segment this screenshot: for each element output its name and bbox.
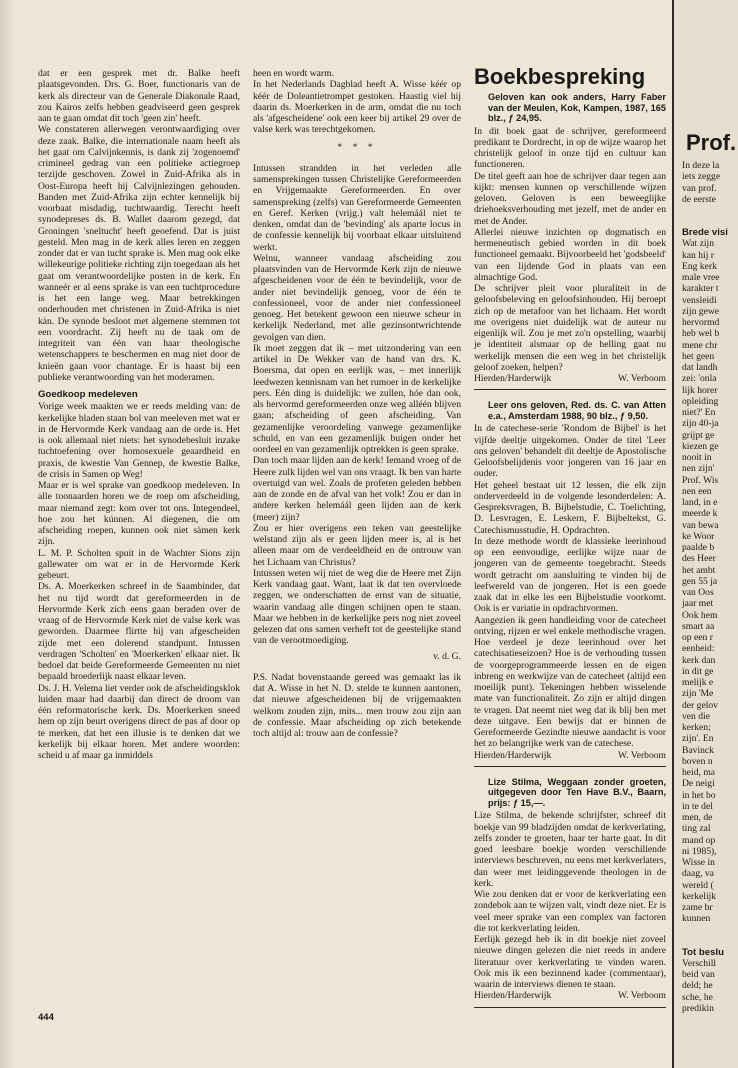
adjacent-page-line: De neigi [682, 778, 715, 790]
adjacent-page-line: heb wel b [682, 328, 720, 340]
author-signature: v. d. G. [433, 650, 461, 662]
review-heading: Lize Stilma, Weggaan zonder groeten, uitgegeven door Ten Have B.V., Baarn, prijs: ƒ 15,—. [488, 776, 666, 808]
adjacent-page-line: eenheid: [682, 643, 715, 655]
adjacent-page-line: Prof. Wis [682, 474, 719, 486]
reviewer-line [474, 750, 666, 761]
divider [474, 389, 666, 390]
adjacent-page-line: gen 55 ja [682, 575, 718, 587]
adjacent-page-line: karakter t [682, 283, 719, 295]
adjacent-page [672, 0, 738, 1068]
paragraph: Ik moet zeggen dat ik – met uitzondering van een artikel in De Wekker van de hand van drs. K. Boersma, dat open en eerlijk was, – met innerlijk leedwezen kennisnam van het rumoer in de kerkelijke pers. Eén ding is duidelijk: we zullen, hóe dan ook, als hervormd gereformeerden onze weg alléén blijven gaan; afscheiding of geen afscheiding. Van gezamenlijke veroordeling vanwege gezamenlijke schuld, en van een gezamenlijk buigen onder het oordeel en van gezamenlijk optrekken is geen sprake. [253, 342, 461, 455]
page-number: 444 [38, 1012, 54, 1023]
paragraph: In deze methode wordt de klassieke leerinhoud op een eenvoudige, eerlijke wijze naar de jongeren van de gemeente toegebracht. Steeds wordt getracht om aansluiting te vinden bij de leefwereld van de jongeren. Het is een goede zaak dat in elke les een Bijbelstudie voorkomt. Ook is er variatie in opdrachtvormen. [474, 535, 666, 615]
adjacent-page-line: Brede visi [682, 227, 728, 238]
adjacent-page-line: zijn 'Me [682, 688, 714, 700]
paragraph: Intussen weten wij niet de weg die de Heere met Zijn Kerk vandaag gaat. Want, laat ik dat ten overvloede zeggen, we onderschatten de ernst van de situatie, waarin vandaag alle dingen schijnen open te staan. Maar we hebben in de kerkelijke pers nog niet zoveel gelezen dat ons samen verheft tot de geestelijke stand van de verootmoediging. [253, 567, 461, 647]
adjacent-page-line: wereld ( [682, 879, 714, 891]
adjacent-page-line: van prof. [682, 182, 717, 194]
paragraph: Het geheel bestaat uit 12 lessen, die elk zijn onderverdeeld in de volgende lesonderdelen: A. Gespreksvragen, B. Bijbelstudie, C. Toelichting, D. Lesvragen, E. Leskern, F. Bijbeltekst, G. Catechismusstudie, H. Opdrachten. [474, 479, 666, 536]
adjacent-page-line: meerde k [682, 508, 718, 520]
adjacent-page-line: mene chr [682, 339, 718, 351]
paragraph: Vorige week maakten we er reeds melding van: de kerkelijke bladen staan bol van meeleven met wat er in de Hervormde Kerk vandaag aan de orde is. Het is ook allemaal niet niets: het synodebesluit inzake tuchtoefening over homosexuele geaardheid en praxis, de kwestie Van Gennep, de kwestie Balke, de crisis in Samen op Weg! [38, 401, 240, 480]
paragraph: L. M. P. Scholten spuit in de Wachter Sions zijn gallewater om wat er in de Hervormde Kerk gebeurt. [38, 547, 240, 581]
paragraph: Wie zou denken dat er voor de kerkverlating een zondebok aan te wijzen valt, vindt deze niet. Er is veel meer sprake van een complex van factoren die tot kerkverlating leiden. [474, 889, 666, 934]
reviewer-name: W. Verboom [618, 373, 666, 384]
adjacent-page-line: van Oos [682, 587, 714, 598]
adjacent-page-line: kerk dan [682, 654, 716, 666]
adjacent-page-line: mand op [682, 834, 716, 846]
adjacent-page-line: opleiding [682, 395, 719, 407]
paragraph: Welnu, wanneer vandaag afscheiding zou plaatsvinden van de Hervormde Kerk zijn de nieuwe afgescheidenen voor de één te bevindelijk, voor de ander niet bevindelijk genoeg, voor de één te confessioneel, voor de ander niet confessioneel genoeg. Het betekent gewoon een nieuwe scheur in kerkelijk Nederland, met alle gezinsontwrichtende gevolgen van dien. [253, 252, 461, 343]
reviewer-place: Hierden/Harderwijk [474, 373, 552, 384]
reviewer-line [474, 373, 666, 384]
paragraph: dat er een gesprek met dr. Balke heeft plaatsgevonden. Drs. G. Boer, functionaris van de kerk als directeur van de Generale Diakonale Raad, zou Kairos zelfs hebben geadviseerd geen gesprek aan te gaan omdat dit toch 'geen zin' heeft. [38, 68, 240, 124]
paragraph: De schrijver pleit voor pluraliteit in de geloofsbeleving en geloofsinhouden. Hij beroept zich op de metafoor van het lichaam. Het wordt me overigens niet duidelijk wat de auteur nu eigenlijk wil. Zou je met zo'n opstelling, waarbij je identiteit alsmaar op de helling gaat nu werkelijk mensen die een weg in het christelijk geloof zoeken, helpen? [474, 283, 666, 373]
adjacent-page-line: Bavinck [682, 744, 714, 756]
adjacent-page-line: daag, va [682, 868, 714, 880]
paragraph: In dit boek gaat de schrijver, gereformeerd predikant te Dordrecht, in op de wijze waarop het christelijk geloof in onze tijd en cultuur kan functioneren. [474, 125, 666, 171]
review-column [474, 92, 666, 1018]
divider [474, 1007, 666, 1008]
adjacent-page-text [682, 160, 738, 1014]
postscript: P.S. Nadat bovenstaande gereed was gemaakt las ik dat A. Wisse in het N. D. stelde te kunnen aantonen, dat nieuwe afgescheidenen bij de vrijgemaakten welkom zouden zijn, mits... men trouw zou zijn aan de confessie. Maar afscheiding op zich betekende toch altijd al: trouw aan de confessie? [253, 671, 461, 739]
adjacent-page-line: In deze la [682, 160, 720, 171]
review-heading: Geloven kan ook anders, Harry Faber van der Meulen, Kok, Kampen, 1987, 165 blz., ƒ 24,95. [488, 92, 666, 123]
adjacent-page-line: paalde b [682, 542, 715, 553]
adjacent-page-line: boven n [682, 755, 713, 767]
adjacent-page-line: van bewa [682, 519, 719, 531]
adjacent-page-line: iets zegge [682, 171, 721, 183]
adjacent-page-line: ting zal [682, 823, 711, 835]
adjacent-page-line: heid, ma [682, 767, 716, 778]
reviewer-name: W. Verboom [618, 990, 666, 1002]
paragraph: Dan toch maar lijden aan de kerk! Iemand vroeg of de Heere zulk lijden wel van ons vraagt. Ik ben van harte overtuigd van wel. Zoals de profeten geleden hebben aan de zonde en de afval van het volk! Zou er dan in andere kerken helemáál geen lijden aan de kerk (meer) zijn? [253, 455, 461, 523]
adjacent-page-line: zame br [682, 902, 713, 913]
adjacent-page-line: in het bo [682, 789, 716, 801]
adjacent-page-line: Wisse in [682, 857, 715, 868]
adjacent-page-line: deld; he [682, 980, 713, 992]
adjacent-page-line: kerken; [682, 722, 711, 733]
paragraph: Zou er hier overigens een teken van geestelijke welstand zijn als er geen lijden meer is, al is het alleen maar om de verdeeldheid en de ontrouw van het Lichaam van Christus? [253, 522, 461, 568]
paragraph: Eerlijk gezegd heb ik in dit boekje niet zoveel nieuwe dingen gelezen die niet reeds in andere literatuur over kerkverlating te vinden waren. Ook mis ik een bezinnend kader (commentaar), waarin de interviews dienen te staan. [474, 934, 666, 990]
paragraph: In het Nederlands Dagblad heeft A. Wisse kéér op kéér de Doleantietrompet gestoken. Haastig viel hij daarin ds. Moerkerken in de arm, omdat die nu toch als 'afgescheidene' ook een keer bij artikel 29 over de valse kerk was terechtgekomen. [253, 79, 461, 136]
adjacent-page-line: smart aa [682, 620, 715, 632]
adjacent-page-line: niet?' En [682, 407, 716, 418]
reviewer-place: Hierden/Harderwijk [474, 749, 552, 761]
adjacent-page-line: Wat zijn [682, 238, 714, 250]
adjacent-page-line: Ook hem [682, 609, 718, 621]
adjacent-page-line: zijn 40-ja [682, 418, 719, 430]
paragraph: Intussen strandden in het verleden alle samensprekingen tussen Christelijke Gereformeerden en Vrijgemaakte Gereformeerden. En over samenspreking (zelfs) van Gereformeerde Gemeenten en Geref. Kerken (vrijg.) valt helemáál niet te denken, omdat dan de 'bevinding' als aparte locus in de confessie kennelijk bij voorbaat elkaar uitsluitend werkt. [253, 162, 461, 253]
adjacent-page-line: beid van [682, 969, 715, 980]
middle-column [253, 68, 461, 739]
reviewer-name: W. Verboom [618, 749, 666, 761]
adjacent-page-line: melijk e [682, 677, 714, 688]
paragraph: Ds. A. Moerkerken schreef in de Saambinder, dat het nu tijd wordt dat gereformeerden in de Hervormde Kerk zich eens gaan beraden over de vraag of de Hervormde Kerk niet de valse kerk was geworden. Daarmee flirtte hij van afgescheiden zijde met een dolerend standpunt. Intussen verdragen 'Scholten' en 'Moerkerken' elkaar niet. Ik bedoel dat beide Gereformeerde Gemeenten nu niet bepaald broederlijk naast elkaar leven. [38, 581, 240, 683]
paragraph: Ds. J. H. Velema liet verder ook de afscheidingsklok luiden maar had daarbij dan direct de droom van één reformatorische kerk. Ds. Moerkerken sneed hem op zijn beurt overigens direct de pas af door op te merken, dat het een illusie is te denken dat we kerkelijk bij elkaar horen. Met andere woorden: scheid u af maar ga inmiddels [38, 682, 240, 761]
reviewer-place: Hierden/Harderwijk [474, 990, 552, 1002]
adjacent-page-line: dat landh [682, 362, 718, 373]
adjacent-page-line: ni 1985), [682, 845, 717, 857]
adjacent-page-line [682, 205, 738, 227]
paragraph: Aangezien ik geen handleiding voor de catecheet ontving, rijzen er wel enkele methodische vragen. Hoe verdeel je deze leerinhoud over het catechisatieseizoen? Hoe is de verhouding tussen de voorgeprogrammeerde lessen en de eigen inbreng en werkwijze van de catecheet (altijd een moeilijk punt). Tekeningen hebben wisselende mate van functionaliteit. Zo zijn er altijd dingen te vragen. Dat neemt niet weg dat ik blij ben met deze uitgave. Een bewijs dat er binnen de Gereformeerde Gezindte nieuwe aandacht is voor het zo belangrijke werk van de catechese. [474, 614, 666, 750]
adjacent-page-line: kan hij r [682, 249, 714, 261]
adjacent-page-line: de eerste [682, 193, 716, 205]
adjacent-page-line: sche, he [682, 991, 713, 1003]
adjacent-page-line: kunnen [682, 913, 711, 925]
paragraph: In de catechese-serie 'Rondom de Bijbel' is het vijfde deeltje uitgekomen. Onder de titel 'Leer ons geloven' behandelt dit deeltje de Apostolische Geloofsbelijdenis voor jongeren van 16 jaar en ouder. [474, 423, 666, 480]
paragraph: heen en wordt warm. [253, 68, 334, 79]
adjacent-page-line: Eng kerk [682, 260, 717, 272]
adjacent-page-line: nen zijn' [682, 463, 715, 475]
section-separator: * * * [337, 141, 377, 153]
adjacent-page-line: nooit in [682, 452, 712, 463]
adjacent-page-line: grijpt ge [682, 429, 715, 441]
adjacent-page-line: Verschill [682, 957, 717, 969]
adjacent-page-line: lijk horer [682, 384, 718, 396]
review-heading: Leer ons geloven, Red. ds. C. van Atten e.a., Amsterdam 1988, 90 blz., ƒ 9,50. [488, 400, 666, 421]
adjacent-page-line: der gelov [682, 699, 718, 711]
paragraph: Lize Stilma, de bekende schrijfster, schreef dit boekje van 99 bladzijden omdat de kerkverlating, zelfs zonder te groeten, haar ter harte gaat. In dit goed leesbare boekje worden verschillende interviews beschreven, nu eens met kerkverlaters, dan weer met leidinggevende theologen in de kerk. [474, 810, 666, 889]
adjacent-page-line: hervormd [682, 317, 720, 328]
paragraph: Allerlei nieuwe inzichten op dogmatisch en hermeneutisch gebied worden in dit boek functioneel gemaakt. Bijvoorbeeld het 'godsbeeld' van een lijdende God in plaats van een almachtige God. [474, 226, 666, 283]
adjacent-page-line: het geen [682, 350, 715, 362]
adjacent-page-line: in te del [682, 800, 713, 812]
section-heading: Goedkoop medeleven [38, 389, 138, 400]
reviewer-line [474, 990, 666, 1001]
paragraph: We constateren allerwegen verontwaardiging over deze zaak. Balke, die internationale naam heeft als het gaat om Calvijnkennis, is dank zij 'zogenoemd' crimineel gedrag van een politieke actiegroep terzijde geschoven. Zowel in Zuid-Afrika als in Oost-Europa heeft hij Calvijnlezingen gehouden. Banden met Zuid-Afrika zijn echter kennelijk bij voorbaat misdadig, tuchtwaardig. Terecht heeft synodepreses ds. B. Wallet daarom gezegd, dat Groningen 'sneltucht' heeft geoefend. Dat is juist gesteld. Men mag in de kerk alles leren en zeggen zonder dat er van tucht sprake is. Men mag ook elke willekeurige politieke richting zijn toegedaan als het gaat om verantwoordelijke posten in de kerk. En wanneér er al eens sprake is van een tuchtprocedure is het een lange weg. Maar betrekkingen onderhouden met christenen in Zuid-Afrika is niet kàn. De synode besloot met algemene stemmen tot een voordracht. Zij heeft nu de taak om de integriteit van één van haar theologische wetenschappers te beschermen en mag niet door de knieën gaan voor chantage. Er is haast bij een publieke verantwoording van het moderamen. [38, 124, 240, 383]
adjacent-page-line: kiezen ge [682, 440, 719, 452]
adjacent-page-line: zei: 'onla [682, 373, 717, 385]
adjacent-page-line: in dit ge [682, 665, 714, 677]
adjacent-page-line: men, de [682, 812, 713, 823]
adjacent-page-line: vensleidi [682, 294, 717, 306]
adjacent-page-line: male vree [682, 272, 720, 283]
adjacent-page-line: Tot beslu [682, 946, 724, 958]
adjacent-page-line: op een r [682, 632, 713, 643]
adjacent-page-line: jaar met [682, 598, 714, 610]
adjacent-page-title: Prof. [686, 130, 737, 155]
adjacent-page-line: land, in e [682, 497, 718, 508]
adjacent-page-line: nen een [682, 485, 712, 497]
review-section-title: Boekbespreking [474, 64, 646, 89]
adjacent-page-line: ke Woor [682, 530, 715, 542]
paragraph: De titel geeft aan hoe de schrijver daar tegen aan kijkt: mensen kunnen op verschillende wijzen geloven. Geloven is een beweeglijke driehoeksverhouding met jezelf, met de ander en met de Ander. [474, 170, 666, 227]
adjacent-page-line: zijn gewe [682, 305, 720, 317]
adjacent-page-line: des Heer [682, 553, 716, 565]
adjacent-page-line: predikin [682, 1002, 714, 1014]
adjacent-page-line: kerkelijk [682, 890, 717, 902]
left-column [38, 68, 240, 761]
adjacent-page-line: ven die [682, 710, 710, 722]
adjacent-page-line: zijn'. En [682, 733, 714, 745]
divider [474, 766, 666, 767]
adjacent-page-line [682, 925, 738, 947]
paragraph: Maar er is wel sprake van goedkoop medeleven. In alle toonaarden horen we de roep om afscheiding, maar niemand zegt: kom over tot ons. Integendeel, hoe zou het kúnnen. Al diegenen, die om afscheiding roepen, kunnen ook niet sàmen kerk zijn. [38, 480, 240, 548]
adjacent-page-line: het ambt [682, 564, 716, 576]
